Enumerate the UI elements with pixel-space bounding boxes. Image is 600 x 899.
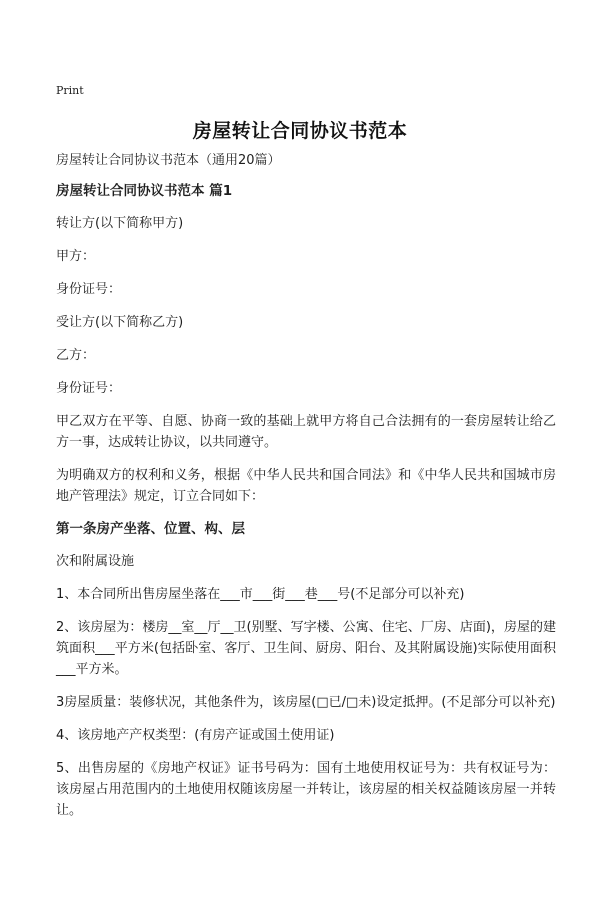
document-title: 房屋转让合同协议书范本 (192, 120, 408, 142)
document-subtitle: 房屋转让合同协议书范本（通用20篇） (56, 153, 281, 168)
party-b-id-label: 身份证号： (56, 381, 122, 396)
item-1: 1、本合同所出售房屋坐落在___市___街___巷___号(不足部分可以补充) (56, 587, 465, 602)
transferee-label: 受让方(以下简称乙方) (56, 315, 184, 330)
intro-paragraph: 甲乙双方在平等、自愿、协商一致的基础上就甲方将自己合法拥有的一套房屋转让给乙方一事，达成转让协议，以共同遵守。 (56, 414, 556, 450)
section-heading: 房屋转让合同协议书范本 篇1 (56, 183, 233, 199)
item-3: 3房屋质量：装修状况，其他条件为，该房屋(□已/□未)设定抵押。(不足部分可以补充) (56, 695, 556, 710)
item-2: 2、该房屋为：楼房__室__厅__卫(别墅、写字楼、公寓、住宅、厂房、店面)，房屋的建筑面积___平方米(包括卧室、客厅、卫生间、厨房、阳台、及其附属设施)实际使用面积___平方米。 (56, 620, 556, 677)
document-body (56, 150, 556, 833)
party-a-label: 甲方： (56, 249, 96, 264)
transferor-label: 转让方(以下简称甲方) (56, 216, 184, 231)
item-5: 5、出售房屋的《房地产权证》证书号码为：国有土地使用权证号为：共有权证号为：该房屋占用范围内的土地使用权随该房屋一并转让，该房屋的相关权益随该房屋一并转让。 (56, 761, 556, 818)
article1-subheading: 次和附属设施 (56, 554, 135, 569)
article1-heading: 第一条房产坐落、位置、构、层 (56, 521, 245, 537)
print-label: Print (56, 84, 84, 97)
legal-basis-paragraph: 为明确双方的权利和义务，根据《中华人民共和国合同法》和《中华人民共和国城市房地产管理法》规定，订立合同如下： (56, 468, 556, 504)
party-a-id-label: 身份证号： (56, 282, 122, 297)
party-b-label: 乙方： (56, 348, 96, 363)
item-4: 4、该房地产产权类型：(有房产证或国土使用证) (56, 728, 335, 743)
